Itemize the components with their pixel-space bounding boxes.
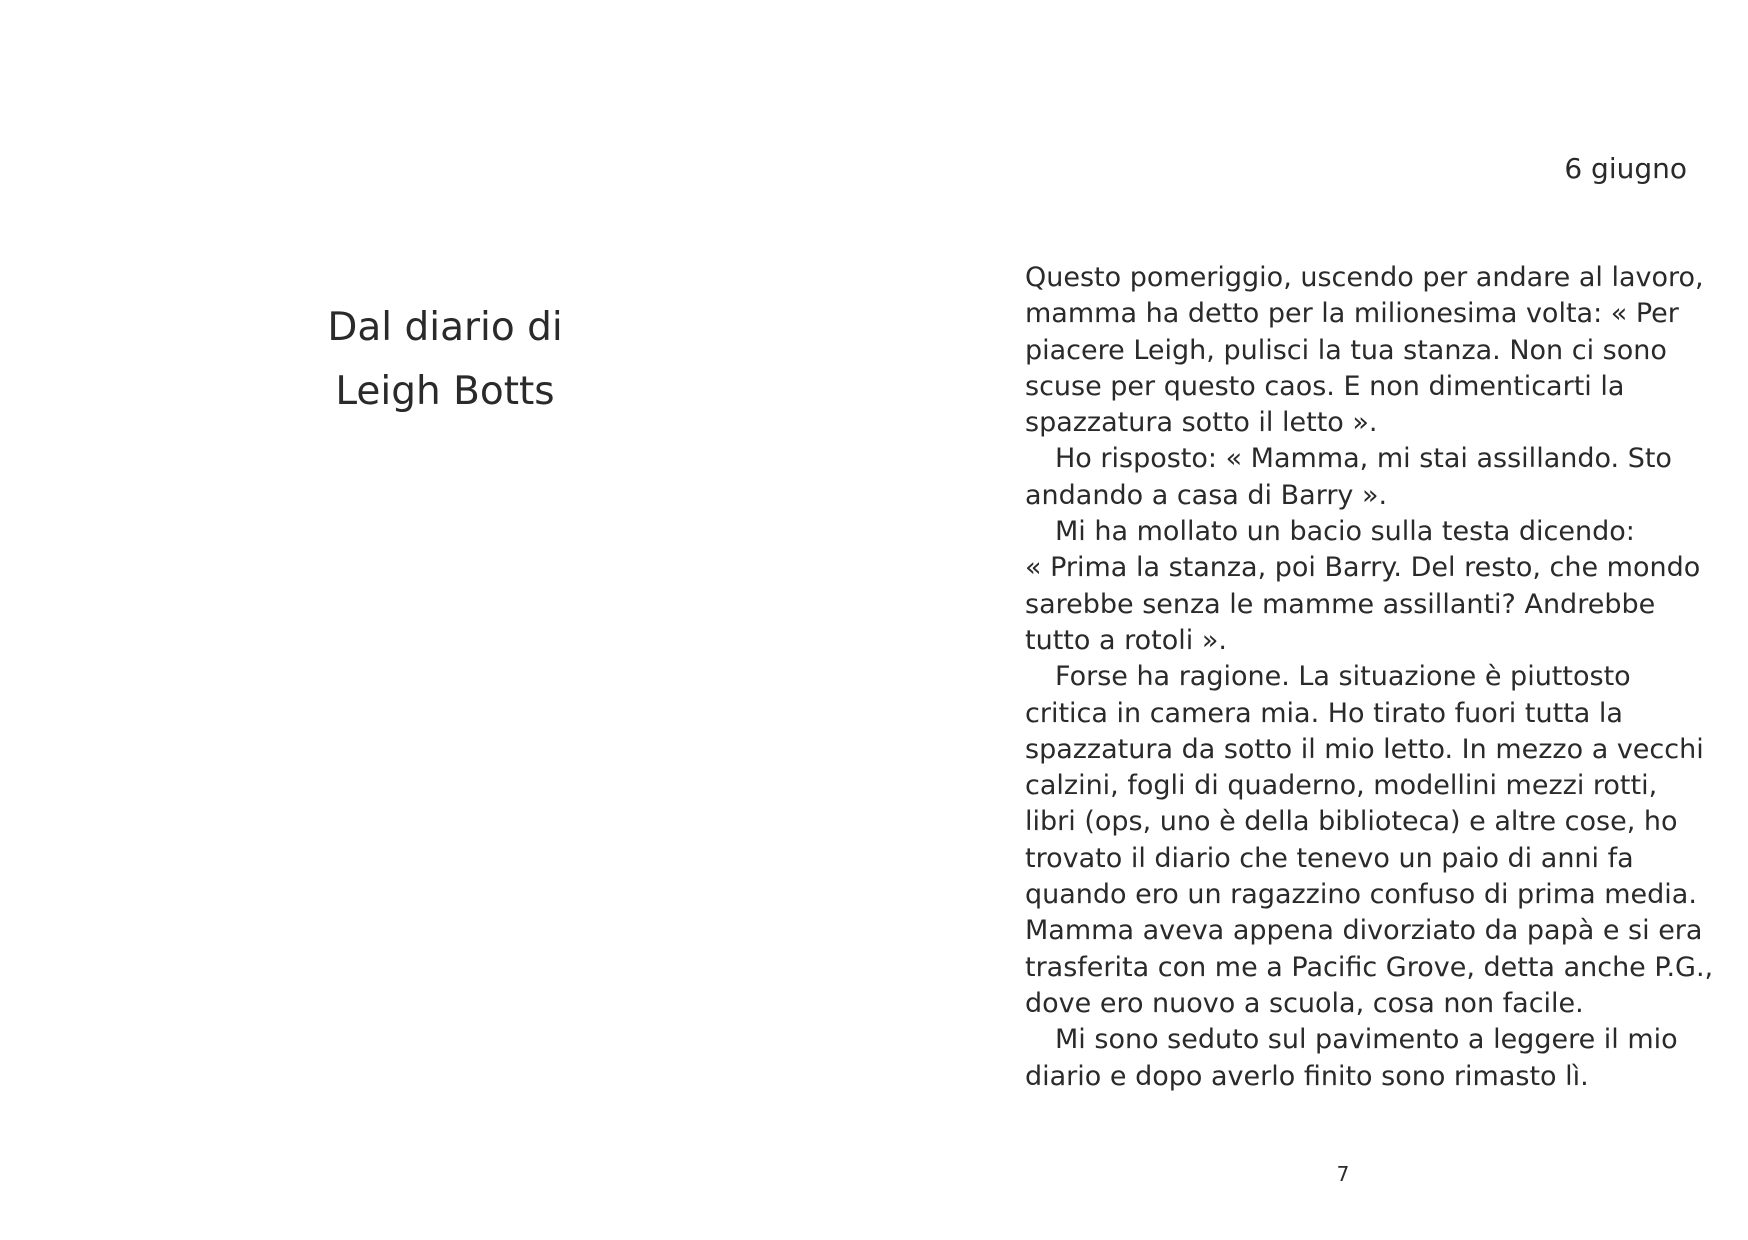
chapter-title — [250, 296, 640, 424]
text-line: diario e dopo averlo finito sono rimasto lì. — [1025, 1060, 1589, 1092]
text-line: spazzatura da sotto il mio letto. In mezzo a vecchi — [1025, 733, 1704, 765]
right-page — [874, 0, 1748, 1240]
text-line: libri (ops, uno è della biblioteca) e altre cose, ho — [1025, 806, 1678, 838]
text-line: trasferita con me a Pacific Grove, detta anche P.G., — [1025, 951, 1714, 983]
text-line: tutto a rotoli ». — [1025, 624, 1227, 656]
diary-date: 6 giugno — [1564, 152, 1687, 185]
chapter-title-line-2: Leigh Botts — [335, 369, 555, 414]
text-line: quando ero un ragazzino confuso di prima media. — [1025, 879, 1697, 911]
text-line: critica in camera mia. Ho tirato fuori tutta la — [1025, 697, 1623, 729]
text-line: scuse per questo caos. E non dimenticarti la — [1025, 370, 1625, 402]
text-line-indented: Forse ha ragione. La situazione è piuttosto — [1055, 661, 1631, 693]
text-line: trovato il diario che tenevo un paio di anni fa — [1025, 842, 1634, 874]
text-line: piacere Leigh, pulisci la tua stanza. Non ci sono — [1025, 334, 1667, 366]
text-line: dove ero nuovo a scuola, cosa non facile. — [1025, 987, 1584, 1019]
text-line: Questo pomeriggio, uscendo per andare al lavoro, — [1025, 262, 1704, 293]
text-line-indented: Mi sono seduto sul pavimento a leggere il mio — [1055, 1024, 1678, 1056]
text-line-indented: Mi ha mollato un bacio sulla testa dicendo: — [1055, 516, 1635, 548]
text-line: Mamma aveva appena divorziato da papà e si era — [1025, 915, 1703, 947]
text-line: sarebbe senza le mamme assillanti? Andrebbe — [1025, 588, 1656, 620]
text-line-indented: Ho risposto: « Mamma, mi stai assillando. Sto — [1055, 443, 1672, 475]
text-line: spazzatura sotto il letto ». — [1025, 407, 1378, 439]
body-text — [1025, 260, 1714, 1095]
text-line: « Prima la stanza, poi Barry. Del resto, che mondo — [1025, 552, 1701, 584]
text-line: andando a casa di Barry ». — [1025, 479, 1388, 511]
text-line: mamma ha detto per la milionesima volta: « Per — [1025, 298, 1679, 330]
text-line: calzini, fogli di quaderno, modellini mezzi rotti, — [1025, 770, 1658, 802]
page-number: 7 — [1336, 1162, 1350, 1186]
chapter-title-line-1: Dal diario di — [327, 305, 563, 350]
